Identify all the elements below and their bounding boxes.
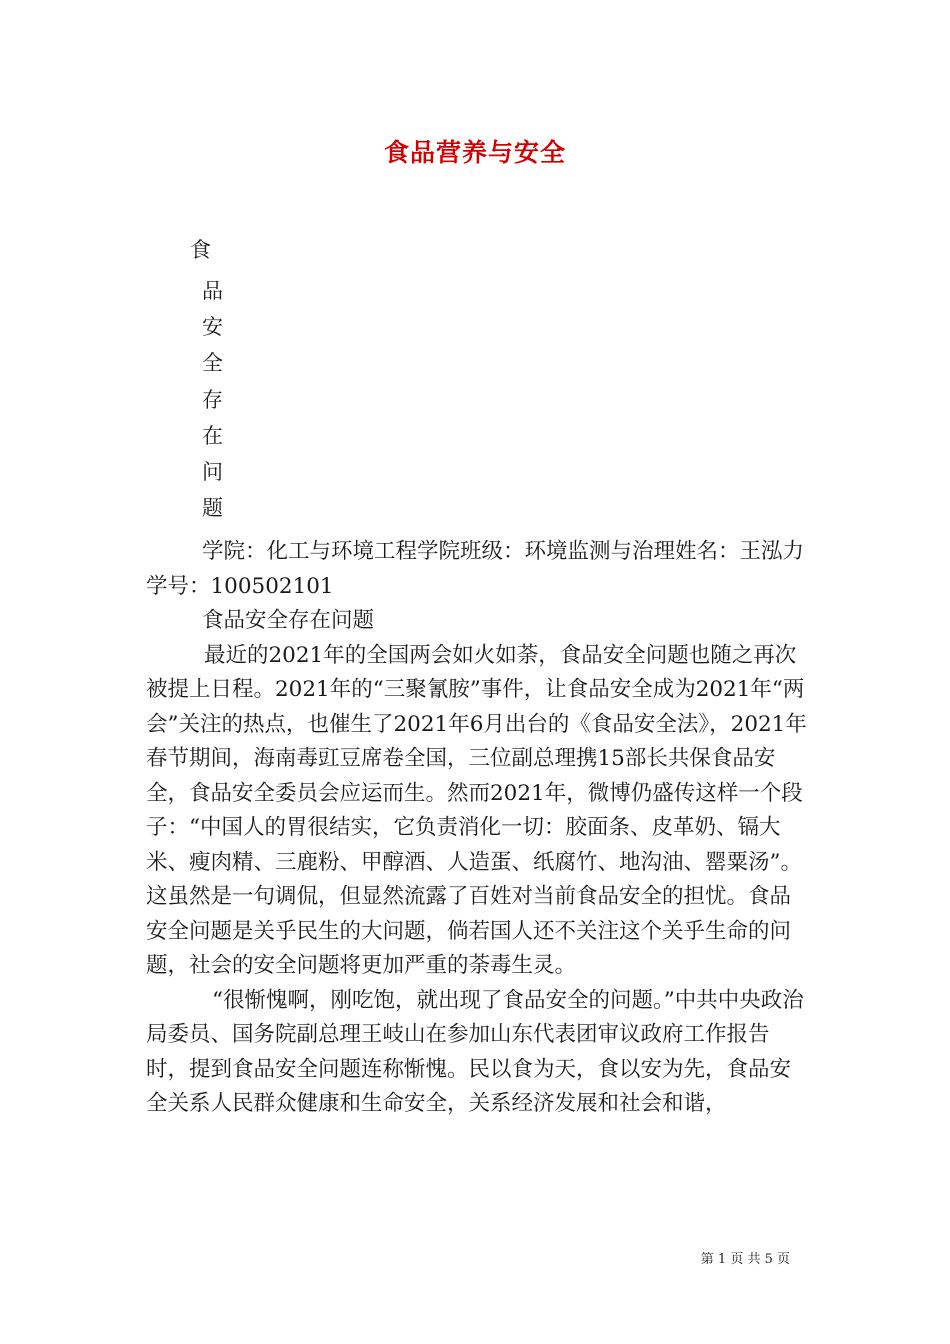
vertical-heading-char: 问 [202, 460, 223, 484]
vertical-heading-char: 食 [190, 238, 211, 262]
document-body [146, 535, 811, 1122]
vertical-heading-char: 题 [202, 496, 223, 520]
paragraph: “很惭愧啊，刚吃饱，就出现了食品安全的问题。”中共中央政治局委员、国务院副总理王岐山在参加山东代表团审议政府工作报告时，提到食品安全问题连称惭愧。民以食为天，食以安为先，食品安全关系人民群众健康和生命安全，关系经济发展和社会和谐， [146, 987, 804, 1116]
vertical-heading-char: 全 [202, 351, 223, 375]
vertical-heading-char: 存 [202, 388, 223, 412]
vertical-heading-char: 品 [202, 279, 223, 303]
page-number: 第 1 页 共 5 页 [700, 1252, 790, 1267]
author-info: 学院：化工与环境工程学院班级：环境监测与治理姓名：王泓力学号：100502101 [146, 539, 805, 599]
vertical-heading-char: 安 [202, 315, 223, 339]
document-title: 食品营养与安全 [383, 138, 566, 167]
paragraph: 最近的2021年的全国两会如火如荼，食品安全问题也随之再次被提上日程。2021年的“三聚氰胺”事件，让食品安全成为2021年“两会”关注的热点，也催生了2021年6月出台的《食品安全法》，2021年春节期间，海南毒豇豆席卷全国，三位副总理携15部长共保食品安全，食品安全委员会应运而生。然而2021年，微博仍盛传这样一个段子：“中国人的胃很结实，它负责消化一切：胶面条、皮革奶、镉大米、瘦肉精、三鹿粉、甲醇酒、人造蛋、纸腐竹、地沟油、罂粟汤”。这虽然是一句调侃，但显然流露了百姓对当前食品安全的担忧。食品安全问题是关乎民生的大问题，倘若国人还不关注这个关乎生命的问题，社会的安全问题将更加严重的荼毒生灵。 [146, 642, 807, 978]
section-subtitle: 食品安全存在问题 [202, 608, 375, 633]
vertical-heading-char: 在 [202, 424, 223, 448]
